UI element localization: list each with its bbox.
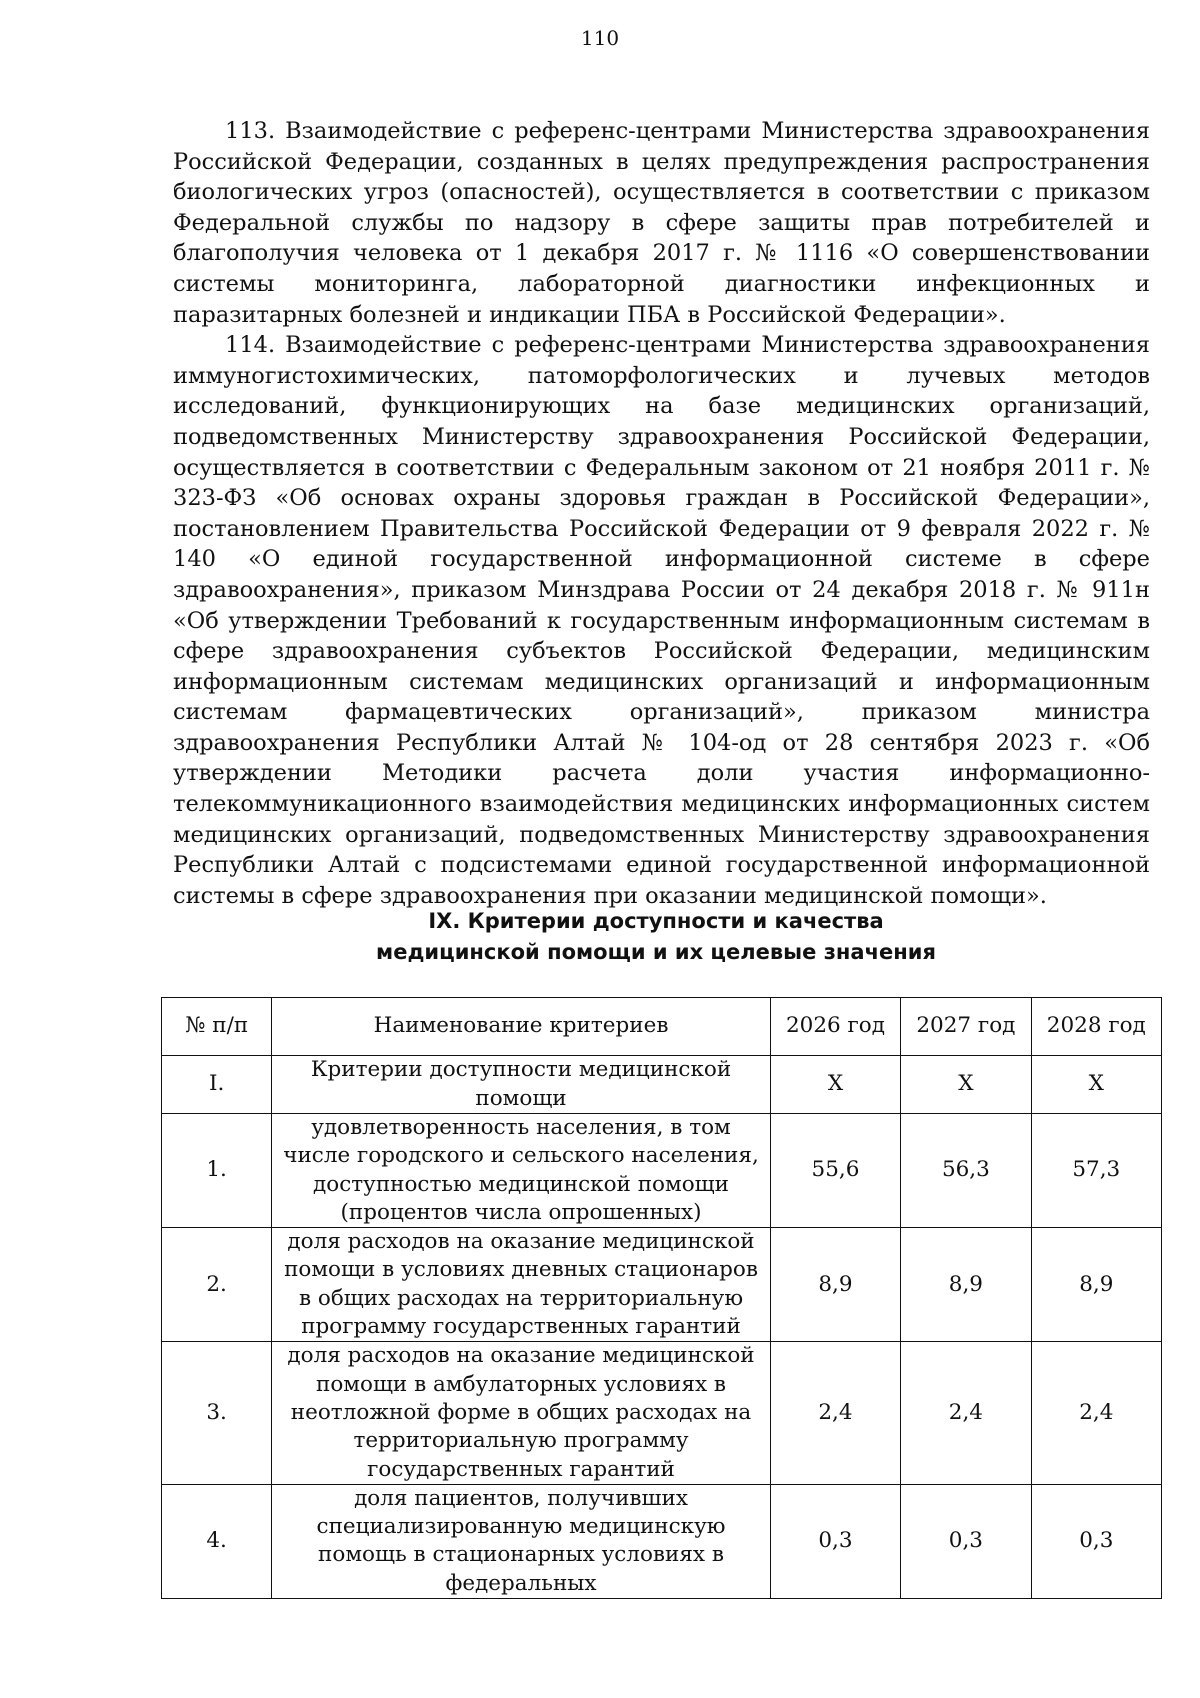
row-2026: 55,6 bbox=[770, 1114, 900, 1228]
row-2027: 2,4 bbox=[901, 1342, 1031, 1484]
section-title-line-1: IX. Критерии доступности и качества bbox=[428, 909, 884, 933]
row-2028: Х bbox=[1031, 1056, 1161, 1114]
row-2027: 8,9 bbox=[901, 1228, 1031, 1342]
row-2028: 2,4 bbox=[1031, 1342, 1161, 1484]
paragraph-114: 114. Взаимодействие с референс-центрами Министерства здравоохранения иммуногистохимических, патоморфологических и лучевых методов исследований, функционирующих на базе медицинских организаций, подведомственных Министерству здравоохранения Российской Федерации, осуществляется в соответствии с Федеральным законом от 21 ноября 2011 г. № 323-ФЗ «Об основах охраны здоровья граждан в Российской Федерации», постановлением Правительства Российской Федерации от 9 февраля 2022 г. № 140 «О единой государственной информационной системе в сфере здравоохранения», приказом Минздрава России от 24 декабря 2018 г. № 911н «Об утверждении Требований к государственным информационным системам в сфере здравоохранения субъектов Российской Федерации, медицинским информационным системам медицинских организаций и информационным системам фармацевтических организаций», приказом министра здравоохранения Республики Алтай № 104-од от 28 сентября 2023 г. «Об утверждении Методики расчета доли участия информационно-телекоммуникационного взаимодействия медицинских информационных систем медицинских организаций, подведомственных Министерству здравоохранения Республики Алтай с подсистемами единой государственной информационной системы в сфере здравоохранения при оказании медицинской помощи». bbox=[173, 332, 1150, 909]
row-2028: 0,3 bbox=[1031, 1484, 1161, 1598]
row-2026: Х bbox=[770, 1056, 900, 1114]
header-2028: 2028 год bbox=[1031, 998, 1161, 1056]
page-number: 110 bbox=[580, 26, 620, 50]
row-2026: 2,4 bbox=[770, 1342, 900, 1484]
table-row bbox=[162, 1484, 1162, 1598]
body-text bbox=[173, 116, 1150, 911]
row-num: 1. bbox=[162, 1114, 272, 1228]
row-num: 2. bbox=[162, 1228, 272, 1342]
row-name: доля расходов на оказание медицинской помощи в условиях дневных стационаров в общих расходах на территориальную программу государственных гарантий bbox=[272, 1228, 771, 1342]
row-2027: 0,3 bbox=[901, 1484, 1031, 1598]
row-name: доля пациентов, получивших специализированную медицинскую помощь в стационарных условиях в федеральных bbox=[272, 1484, 771, 1598]
table-row bbox=[162, 1228, 1162, 1342]
header-name: Наименование критериев bbox=[272, 998, 771, 1056]
row-num: 4. bbox=[162, 1484, 272, 1598]
section-title-line-2: медицинской помощи и их целевые значения bbox=[376, 940, 936, 964]
row-2028: 57,3 bbox=[1031, 1114, 1161, 1228]
criteria-table bbox=[161, 997, 1162, 1599]
row-2027: 56,3 bbox=[901, 1114, 1031, 1228]
row-2027: Х bbox=[901, 1056, 1031, 1114]
table-row bbox=[162, 1114, 1162, 1228]
row-name: удовлетворенность населения, в том числе городского и сельского населения, доступностью медицинской помощи (процентов числа опрошенных) bbox=[272, 1114, 771, 1228]
paragraph-113: 113. Взаимодействие с референс-центрами Министерства здравоохранения Российской Федерации, созданных в целях предупреждения распространения биологических угроз (опасностей), осуществляется в соответствии с приказом Федеральной службы по надзору в сфере защиты прав потребителей и благополучия человека от 1 декабря 2017 г. № 1116 «О совершенствовании системы мониторинга, лабораторной диагностики инфекционных и паразитарных болезней и индикации ПБА в Российской Федерации». bbox=[173, 118, 1150, 328]
table-row bbox=[162, 1056, 1162, 1114]
row-2026: 0,3 bbox=[770, 1484, 900, 1598]
row-2028: 8,9 bbox=[1031, 1228, 1161, 1342]
row-name: Критерии доступности медицинской помощи bbox=[272, 1056, 771, 1114]
row-num: I. bbox=[162, 1056, 272, 1114]
table-row bbox=[162, 1342, 1162, 1484]
row-2026: 8,9 bbox=[770, 1228, 900, 1342]
row-num: 3. bbox=[162, 1342, 272, 1484]
header-2027: 2027 год bbox=[901, 998, 1031, 1056]
header-num: № п/п bbox=[162, 998, 272, 1056]
header-2026: 2026 год bbox=[770, 998, 900, 1056]
table-header-row bbox=[162, 998, 1162, 1056]
row-name: доля расходов на оказание медицинской помощи в амбулаторных условиях в неотложной форме в общих расходах на территориальную программу государственных гарантий bbox=[272, 1342, 771, 1484]
section-title bbox=[0, 906, 1200, 968]
